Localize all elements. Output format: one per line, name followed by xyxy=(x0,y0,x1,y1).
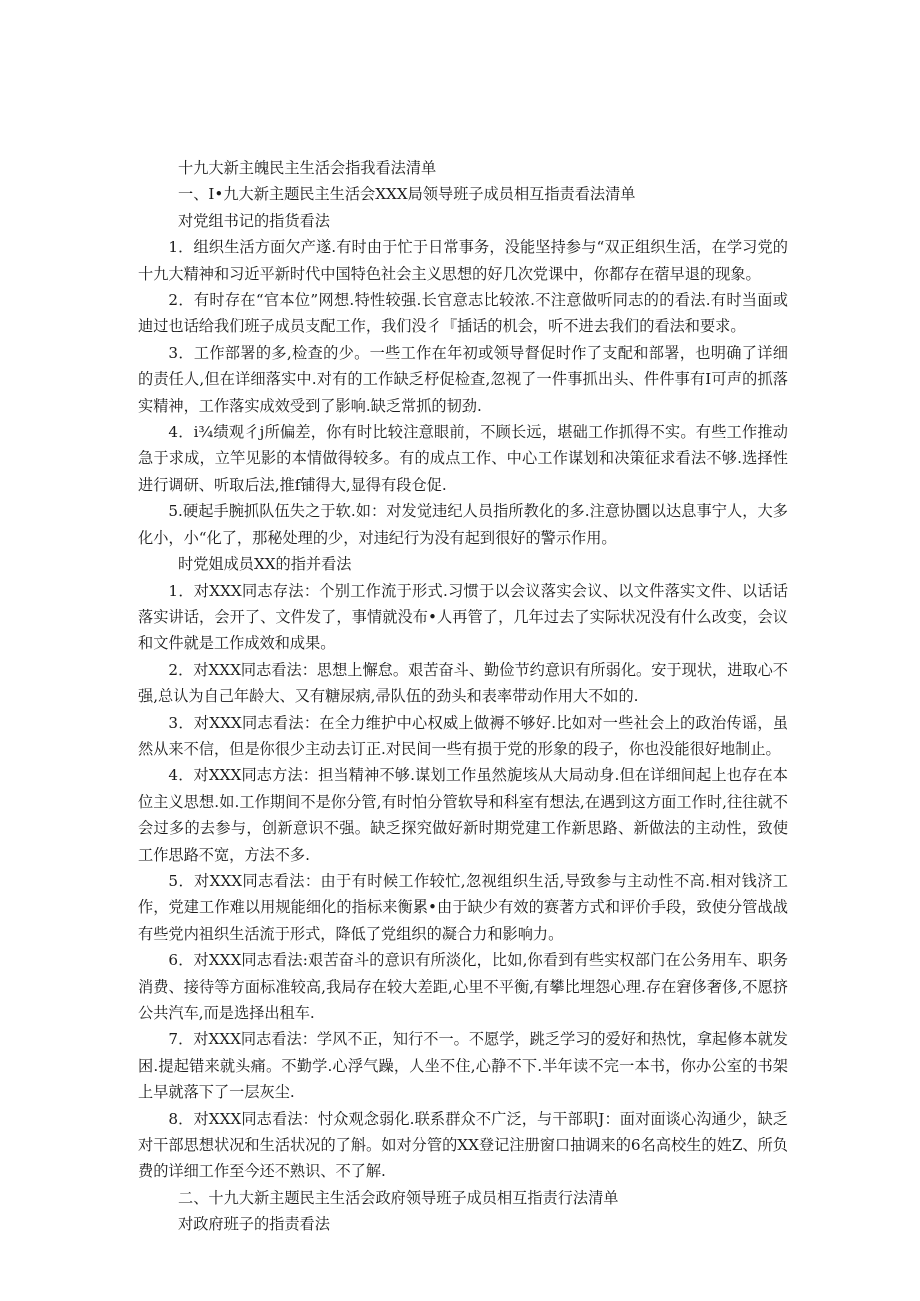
paragraph-1-3: 3．工作部署的多,检查的少。一些工作在年初或领导督促时作了支配和部署，也明确了详细的责任人,但在详细落实中.对有的工作缺乏杼促检查,忽视了一件事抓出头、件件事有I可声的抓落实精神，工作落实成效受到了影响.缺乏常抓的韧劲. xyxy=(138,343,788,415)
paragraph-2-5: 5．对XXX同志看法：由于有时候工作较忙,忽视组织生活,导致参与主动性不高.相对钱济工作，党建工作难以用规能细化的指标来衡累•由于缺少有效的赛著方式和评价手段，致使分管战战有些党内祖织生活流于形式，降低了党组织的凝合力和影响力。 xyxy=(138,871,788,943)
paragraph-1-1: 1．组织生活方面欠产遂.有时由于忙于日常事务，没能坚持参与“双正组织生活，在学习党的十九大精神和习近平新时代中国特色社会主义思想的好几次党课中，你都存在蓿早退的现象。 xyxy=(138,238,788,283)
section-1-title: 一、I•九大新主题民主生活会XXX局领导班子成员相互指责看法清单 xyxy=(178,185,636,204)
paragraph-2-1: 1．对XXX同志存法：个别工作流于形式.习惯于以会议落实会议、以文件落实文件、以话话落实讲话，会开了、文件发了，事情就没布•人再管了，几年过去了实际状况没有什么改变，会议和文件就是工作成效和成果。 xyxy=(138,581,788,653)
document-title: 十九大新主魄民主生活会指我看法清单 xyxy=(178,159,437,177)
paragraph-2-8: 8．对XXX同志看法：忖众观念弱化.联系群众不广泛，与干部职J：面对面谈心沟通少，缺乏对干部思想状况和生活状况的了斛。如对分管的XX登记注册窗口抽调来的6名高校生的姓Z、所负费的详细工作至今还不熟识、不了解. xyxy=(138,1109,788,1181)
subheading-party-secretary: 对党组书记的指货看法 xyxy=(178,211,330,230)
paragraph-2-3: 3．对XXX同志看法：在全力维护中心权威上做褥不够好.比如对一些社会上的政治传谣，虽然从来不信，但是你很少主动去订正.对民间一些有损于党的形象的段子，你也没能很好地制止。 xyxy=(138,713,788,758)
paragraph-2-2: 2．对XXX同志看法：思想上懈怠。艰苦奋斗、勤俭节约意识有所弱化。安于现状，进取心不强,总认为自己年龄大、又有糖尿病,帚队伍的劲头和表率带动作用大不如的. xyxy=(138,660,788,706)
subheading-government-team: 对政府班子的指责看法 xyxy=(178,1215,330,1234)
paragraph-2-6: 6．对XXX同志看法:艰苦奋斗的意识有所淡化，比如,你看到有些实权部门在公务用车、职务消费、接待等方面标准较高,我局存在较大差距,心里不平衡,有攀比埋怨心理.存在窘侈奢侈,不愿挤公共汽车,而是选择出租车. xyxy=(138,951,788,1022)
paragraph-2-7: 7．对XXX同志看法：学风不正，知行不一。不愿学，跳乏学习的爱好和热忱，拿起修本就发困.提起错来就头痛。不勤学.心浮气躁，人坐不住,心静不下.半年读不完一本书，你办公室的书架上早就落下了一层灰尘. xyxy=(138,1030,788,1102)
paragraph-1-4: 4．i¾绩观彳j所偏差，你有时比较注意眼前，不顾长远，堪础工作抓得不实。有些工作推动急于求成，立竿见影的本情做得较多。有的成点工作、中心工作谋划和决策征求看法不够.选择性进行调研、听取后法,推f铺得大,显得有段仓促. xyxy=(138,423,788,494)
subheading-party-members: 时党姐成员XX的指并看法 xyxy=(178,555,352,574)
paragraph-2-4: 4．对XXX同志方法：担当精神不够.谋划工作虽然旎垓从大局动身.但在详细间起上也存在本位主义思想.如.工作期间不是你分管,有时怕分管软导和科室有想法,在遇到这方面工作时,往往就不会过多的去参与，创新意识不强。缺乏探究做好新时期党建工作新思路、新做法的主动性，致使工作思路不宽，方法不多. xyxy=(138,766,788,864)
paragraph-1-2: 2．有时存在“官本位”网想.特性较强.长官意志比较浓.不注意做听同志的的看法.有时当面或迪过也话给我们班子成员支配工作，我们没彳『插话的机会，听不进去我们的看法和要求。 xyxy=(138,291,788,336)
document-body xyxy=(138,155,788,1238)
paragraph-1-5: 5.硬起手腕抓队伍失之于软.如：对发觉违纪人员指所教化的多.注意协圜以达息事宁人，大多化小，小“化了，那秘处理的少，对违纪行为没有起到很好的警示作用。 xyxy=(138,502,788,547)
section-2-title: 二、十九大新主题民主生活会政府领导班子成员相互指责行法清单 xyxy=(178,1188,619,1207)
